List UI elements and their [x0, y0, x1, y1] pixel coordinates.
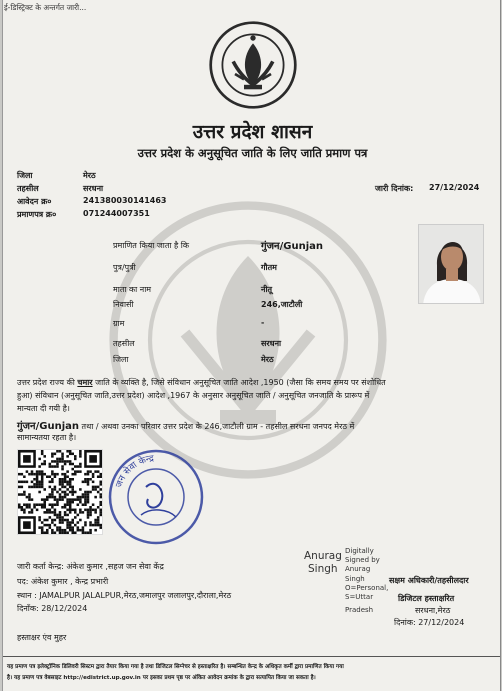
- body-text: तथा / अथवा उनका परिवार उत्तर प्रदेश के 246,जाटौली ग्राम - तहसील सरधना जनपद मेरठ में: [79, 422, 355, 431]
- sign-seal-label: हस्ताक्षर एंव मुहर: [17, 633, 67, 642]
- district-value: मेरठ: [83, 171, 96, 180]
- svg-text:जन सेवा केन्द्र: [114, 453, 154, 489]
- certificate-label: प्रमाणपत्र क्र०: [17, 210, 57, 219]
- mother-name: नीतू: [261, 285, 273, 294]
- district-detail-value: मेरठ: [261, 355, 274, 364]
- page-title: उत्तर प्रदेश शासन: [192, 121, 313, 143]
- issuer-date: दिनाँक: 28/12/2024: [17, 604, 88, 613]
- issue-date-value: 27/12/2024: [429, 183, 480, 192]
- detail-label: माता का नाम: [113, 285, 152, 294]
- authority-sign: डिजिटल हस्ताक्षरित: [398, 594, 455, 603]
- qr-code-icon: [17, 449, 103, 535]
- up-government-emblem-icon: [208, 20, 298, 110]
- district-label: जिला: [17, 171, 33, 180]
- authority-title: सक्षम अधिकारी/तहसीलदार: [389, 576, 469, 585]
- village-value: -: [261, 318, 265, 327]
- tehsil-detail-value: सरधना: [261, 339, 282, 348]
- residence-value: 246,जाटौली: [261, 300, 303, 309]
- footer-line-1: यह प्रमाण पत्र इलेक्ट्रॉनिक डिलिवरी सिस्टम द्वारा तैयार किया गया है तथा डिजिटल सिग्नेचर से हस्ताक्षरित है। सम्बन्धित केन्द्र के अधिकृत कर्मी द्वारा प्रमाणित किया गया: [7, 664, 344, 670]
- tehsil-label: तहसील: [17, 184, 39, 193]
- detail-label: तहसील: [113, 339, 135, 348]
- signature-line: Signed by: [345, 556, 380, 565]
- certificate-page: [2, 0, 501, 691]
- issuer-place: स्थान : JAMALPUR JALALPUR,मेरठ,जमालपुर जलालपुर,दौराला,मेरठ: [17, 591, 232, 600]
- seal-text: जन सेवा केन्द्र: [114, 454, 155, 490]
- issue-date-label: जारी दिनांक:: [375, 184, 414, 193]
- issuing-center: जारी कर्ता केन्द्र: अंकेश कुमार ,सहज जन सेवा केंद्र: [17, 562, 164, 571]
- body-line-1: [17, 377, 386, 388]
- holder-name: गुंजन/Gunjan: [261, 241, 323, 252]
- detail-label: निवासी: [113, 300, 134, 309]
- signature-line: O=Personal,: [345, 583, 389, 592]
- body-text: उत्तर प्रदेश राज्य की: [17, 378, 78, 387]
- body-line-3: मान्यता दी गयी है।: [17, 404, 70, 413]
- father-name: गौतम: [261, 263, 277, 272]
- signer-last-name: Singh: [308, 563, 338, 575]
- authority-date: दिनांक: 27/12/2024: [394, 618, 465, 627]
- detail-label: पुत्र/पुत्री: [113, 263, 136, 272]
- person-photo-icon: [419, 225, 484, 304]
- caste-name: चमार: [77, 378, 93, 387]
- signature-line: Anurag: [345, 565, 371, 574]
- tehsil-value: सरधना: [83, 184, 104, 193]
- signature-line: Singh: [345, 574, 365, 583]
- footer: [3, 656, 501, 684]
- holder-name-body: गुंजन/Gunjan: [17, 421, 79, 432]
- detail-label: जिला: [113, 355, 129, 364]
- issuer-post: पद: अंकेश कुमार , केन्द्र प्रभारी: [17, 577, 109, 586]
- certificate-subtitle: उत्तर प्रदेश के अनुसूचित जाति के लिए जाति प्रमाण पत्र: [137, 146, 368, 160]
- body-line-5: सामान्यतया रहता है।: [17, 433, 77, 442]
- footer-line-2: है। यह प्रमाण पत्र वेबसाइट http://edistrict.up.gov.in पर इसका प्रथम पृष्ठ पर अंकित आवेदन क्रमांक के द्वारा सत्यापित किया जा सकता है।: [7, 675, 316, 681]
- body-line-4: [17, 418, 354, 432]
- application-number: 241380030141463: [83, 196, 167, 205]
- top-note: ई-डिस्ट्रिक्ट के अन्तर्गत जारी...: [4, 3, 87, 12]
- signature-line: S=Uttar: [345, 593, 374, 602]
- signature-details: [345, 547, 388, 615]
- detail-label: ग्राम: [113, 319, 125, 328]
- detail-label: प्रमाणित किया जाता है कि: [113, 241, 190, 250]
- body-text: जाति के व्यक्ति है, जिसे संविधान अनुसूचित जाति आदेश ,1950 (जैसा कि समय समय पर संशोधित: [92, 378, 386, 387]
- application-label: आवेदन क्र०: [17, 197, 52, 206]
- body-line-2: हुआ) संविधान (अनुसूचित जाति,उत्तर प्रदेश) आदेश ,1967 के अनुसार अनुसूचित जाति / अनुसूचित जनजाति के प्रारूप में: [17, 391, 370, 400]
- certificate-number: 071244007351: [83, 209, 150, 218]
- signature-line: Digitally: [345, 547, 374, 555]
- jan-seva-kendra-seal-icon: [106, 447, 206, 547]
- signer-name: [304, 550, 342, 576]
- signature-line: Pradesh: [345, 606, 374, 615]
- authority-place: सरधना,मेरठ: [415, 606, 451, 615]
- applicant-photo: [418, 224, 484, 304]
- signer-first-name: Anurag: [304, 550, 342, 562]
